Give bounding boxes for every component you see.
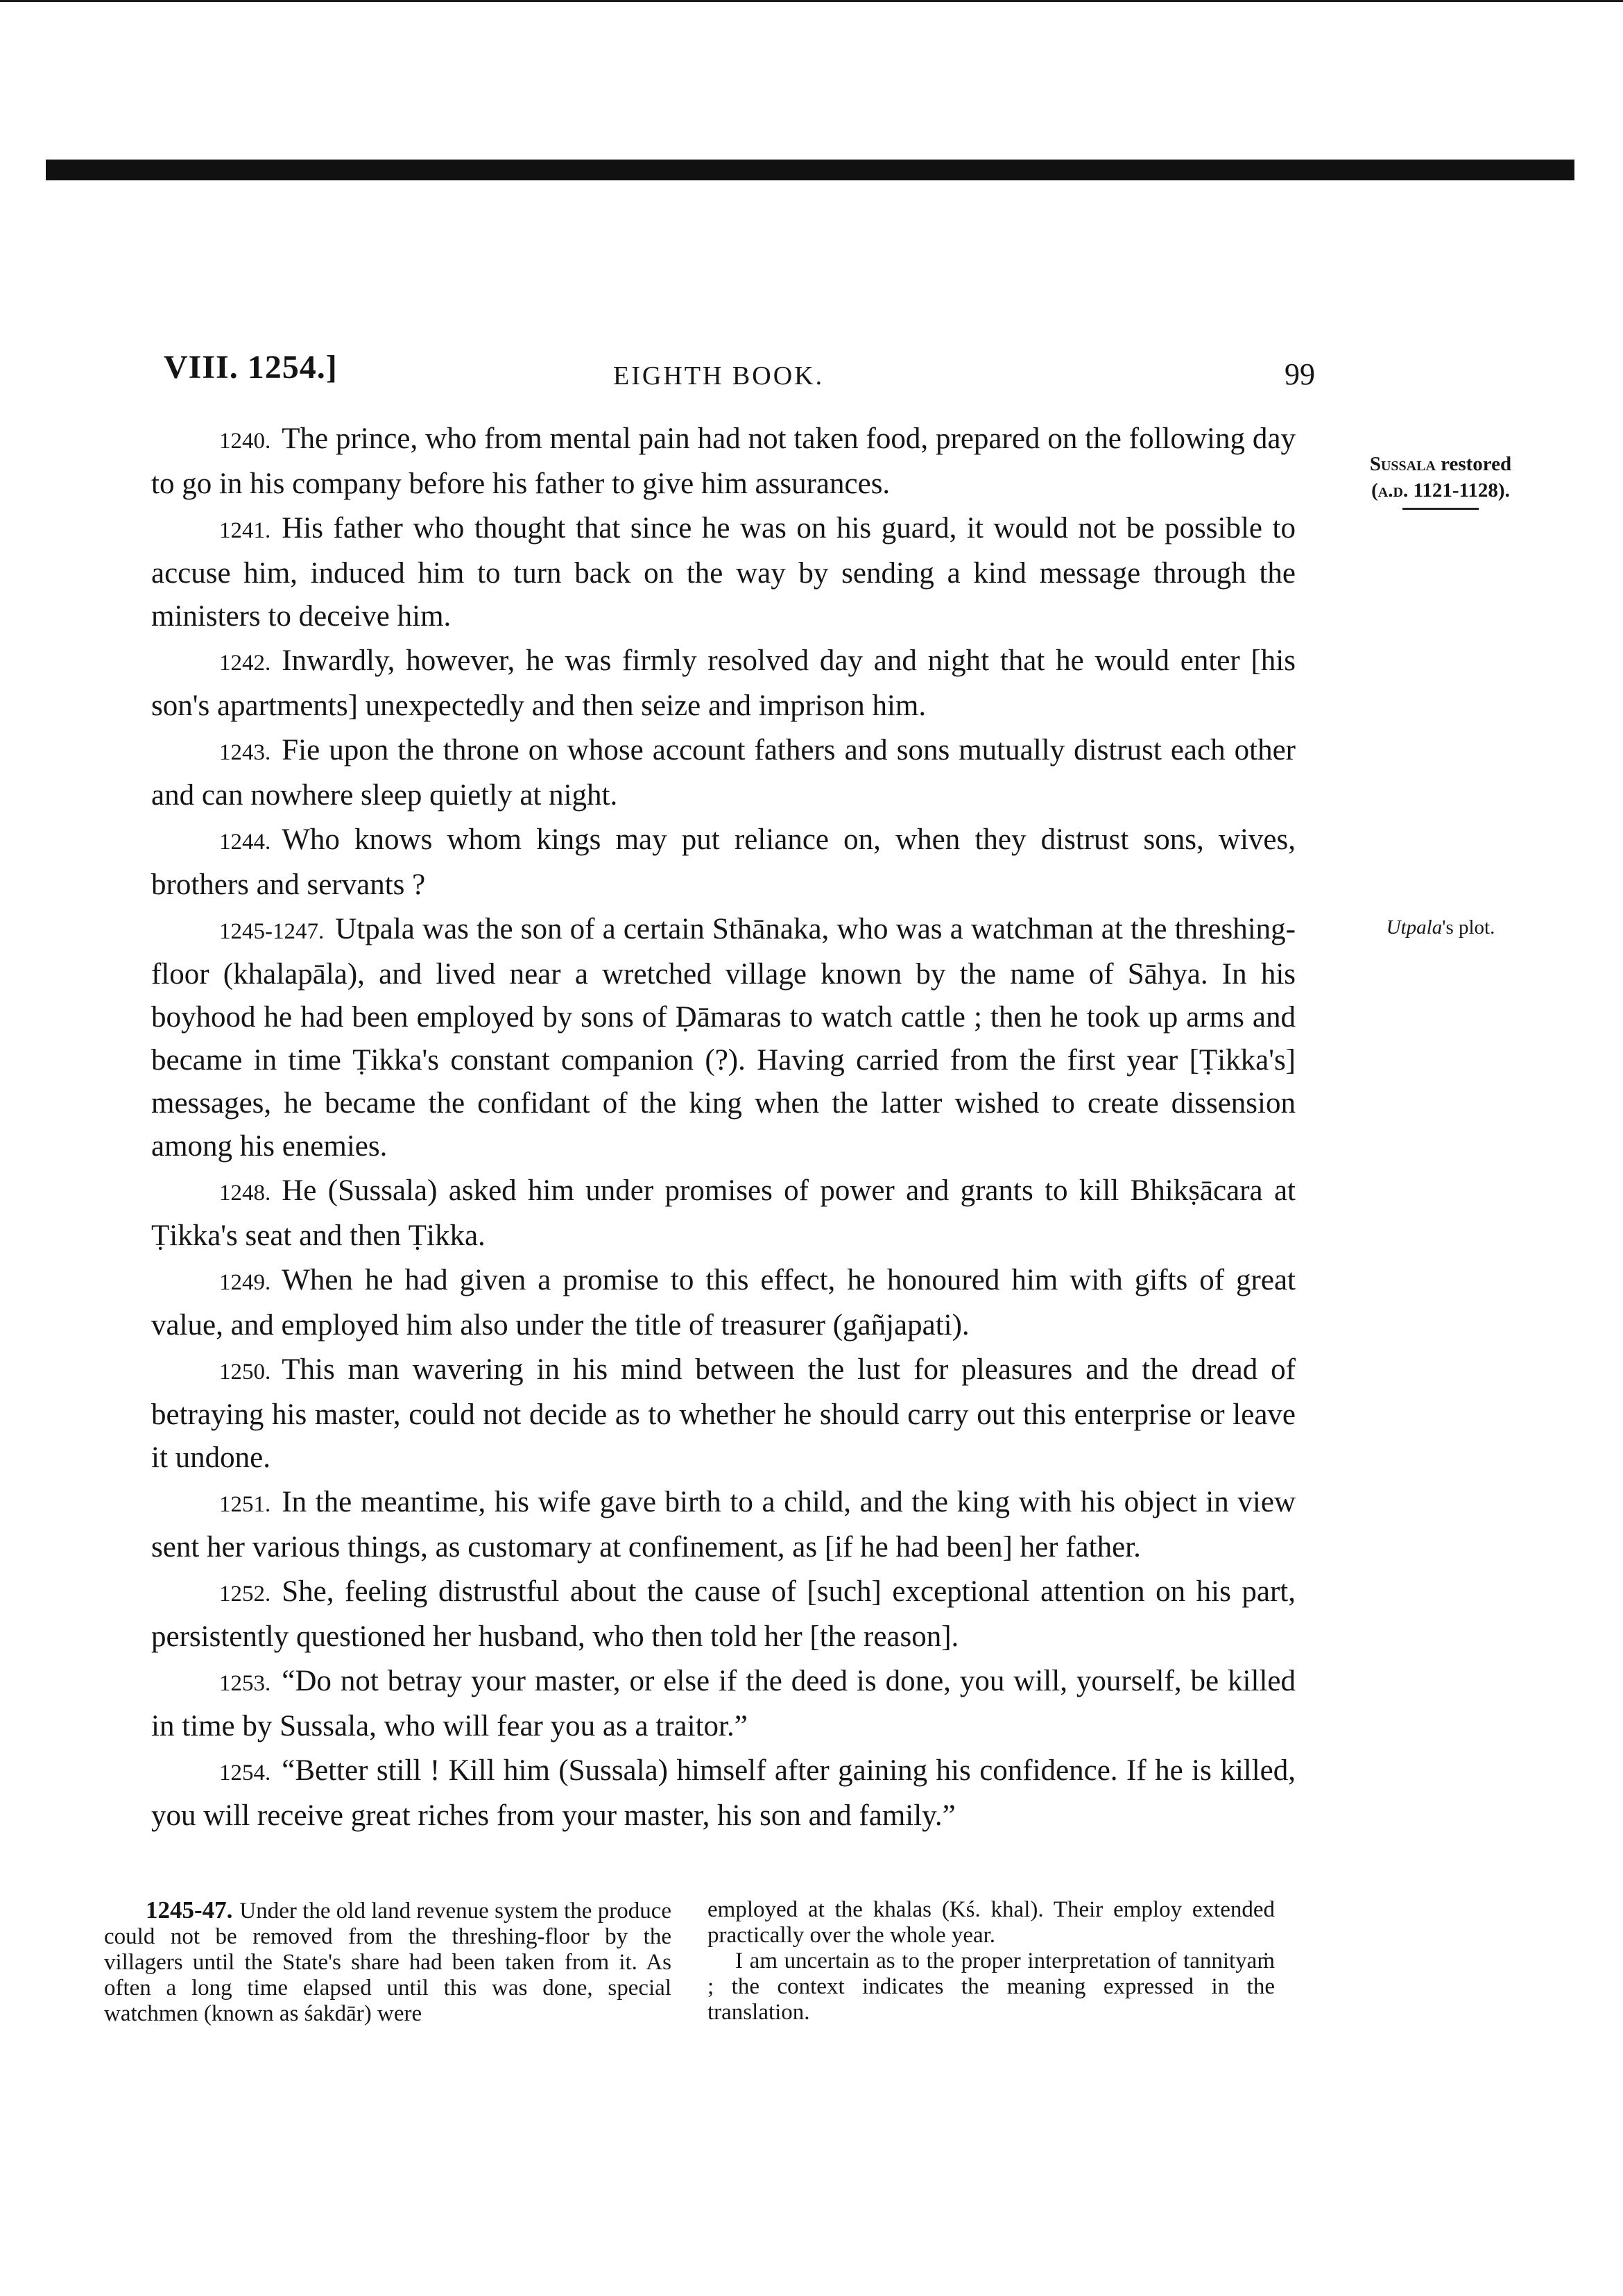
margin-note-sussala <box>1333 451 1548 510</box>
verse-number: 1252. <box>219 1582 271 1607</box>
verse <box>151 507 1296 638</box>
margin-note-sussala-dates: (a.d. 1121-1128). <box>1371 479 1510 502</box>
verse-number: 1249. <box>219 1270 271 1295</box>
verse-number: 1254. <box>219 1760 271 1785</box>
verse-number: 1241. <box>219 518 271 543</box>
verse <box>151 1570 1296 1659</box>
verse <box>151 640 1296 728</box>
page-top-edge-line <box>0 0 1623 2</box>
verse-number: 1248. <box>219 1181 271 1206</box>
verse-number: 1243. <box>219 740 271 765</box>
verse <box>151 908 1296 1168</box>
verse <box>151 1749 1296 1837</box>
footnotes <box>104 1896 1275 2105</box>
margin-note-utpala-name: Utpala <box>1386 916 1443 939</box>
footnote-right-paragraph-1: employed at the khalas (Kś. khal). Their employ extended practically over the whole year. <box>707 1897 1275 1948</box>
margin-note-sussala-rest: restored <box>1435 453 1512 475</box>
footnote-right-paragraph-2: I am uncertain as to the proper interpretation of tannityaṁ ; the context indicates the meaning expressed in the translation. <box>707 1948 1275 2025</box>
verse <box>151 418 1296 506</box>
running-head <box>164 348 1315 397</box>
verse-text: This man wavering in his mind between the lust for pleasures and the dread of betraying his master, could not decide as to whether he should carry out this enterprise or leave it undone. <box>151 1353 1296 1474</box>
margin-note-utpala <box>1333 914 1548 941</box>
verse-text: Who knows whom kings may put reliance on, when they distrust sons, wives, brothers and servants ? <box>151 823 1296 901</box>
verse-number: 1245-1247. <box>219 919 325 944</box>
page-number: 99 <box>1285 357 1315 391</box>
footnote-right-column <box>707 1897 1275 2025</box>
verse-text: The prince, who from mental pain had not taken food, prepared on the following day to go in his company before his father to give him assurances. <box>151 422 1296 500</box>
verse <box>151 1348 1296 1480</box>
footnote-left-column <box>104 1897 671 2027</box>
running-head-left: VIII. 1254.] <box>164 349 338 386</box>
verse <box>151 1660 1296 1748</box>
top-black-rule <box>46 160 1574 180</box>
verse-text: Fie upon the throne on whose account fathers and sons mutually distrust each other and can nowhere sleep quietly at night. <box>151 734 1296 812</box>
footnote-left-text: Under the old land revenue system the produce could not be removed from the threshing-floor by the villagers until the State's share had been taken from it. As often a long time elapsed until this was done, special watchmen (known as śakdār) were <box>104 1899 671 2026</box>
verse <box>151 1259 1296 1347</box>
verse-number: 1250. <box>219 1360 271 1385</box>
verse-text: His father who thought that since he was on his guard, it would not be possible to accuse him, induced him to turn back on the way by sending a kind message through the ministers to deceive him. <box>151 512 1296 633</box>
verse-number: 1251. <box>219 1492 271 1517</box>
verse-text: “Better still ! Kill him (Sussala) himself after gaining his confidence. If he is killed, you will receive great riches from your master, his son and family.” <box>151 1754 1296 1832</box>
verse <box>151 729 1296 817</box>
verse-text: He (Sussala) asked him under promises of power and grants to kill Bhikṣācara at Ṭikka's seat and then Ṭikka. <box>151 1174 1296 1252</box>
verse-number: 1240. <box>219 429 271 454</box>
verse <box>151 1481 1296 1569</box>
verse-number: 1244. <box>219 830 271 855</box>
verse-text: “Do not betray your master, or else if the deed is done, you will, yourself, be killed in time by Sussala, who will fear you as a traitor.” <box>151 1665 1296 1742</box>
running-head-title: EIGHTH BOOK. <box>613 361 825 391</box>
margin-note-sussala-name: Sussala <box>1369 453 1436 475</box>
verse-text: She, feeling distrustful about the cause of [such] exceptional attention on his part, persistently questioned her husband, who then told her [the reason]. <box>151 1575 1296 1653</box>
verse-text: Inwardly, however, he was firmly resolved day and night that he would enter [his son's apartments] unexpectedly and then seize and imprison him. <box>151 644 1296 722</box>
verse <box>151 1170 1296 1258</box>
verse-number: 1253. <box>219 1671 271 1696</box>
verse <box>151 819 1296 907</box>
verse-text: Utpala was the son of a certain Sthānaka, who was a watchman at the threshing-floor (khalapāla), and lived near a wretched village known by the name of Sāhya. In his boyhood he had been employed by sons of Ḍāmaras to watch cattle ; then he took up arms and became in time Ṭikka's constant companion (?). Having carried from the first year [Ṭikka's] messages, he became the confidant of the king when the latter wished to create dissension among his enemies. <box>151 913 1296 1163</box>
main-text <box>151 418 1296 1839</box>
margin-note-rule <box>1402 508 1479 510</box>
verse-text: When he had given a promise to this effect, he honoured him with gifts of great value, and employed him also under the title of treasurer (gañjapati). <box>151 1264 1296 1342</box>
verse-number: 1242. <box>219 651 271 676</box>
margin-note-utpala-rest: 's plot. <box>1442 916 1495 939</box>
verse-text: In the meantime, his wife gave birth to a child, and the king with his object in view sent her various things, as customary at confinement, as [if he had been] her father. <box>151 1486 1296 1563</box>
footnote-number: 1245-47. <box>146 1896 233 1924</box>
